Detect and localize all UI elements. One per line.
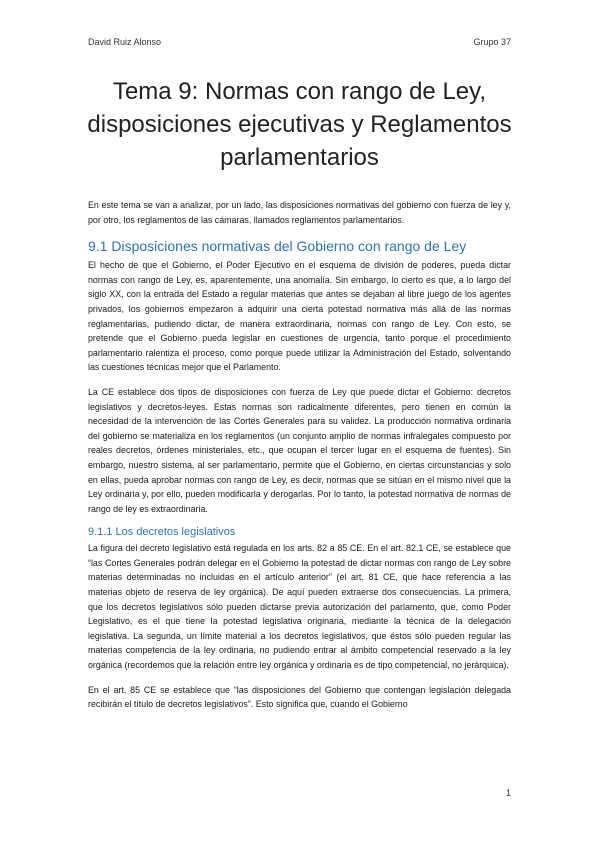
paragraph: El hecho de que el Gobierno, el Poder Ejecutivo en el esquema de división de poderes, pueda dictar normas con rango de Ley, es, aparentemente, una anomalía. Sin embargo, lo cierto es que, a lo largo del siglo XX, con la entrada del Estado a regular materias que antes se dejaban al libre juego de los agentes privados, los gobiernos empezaron a adquirir una cierta potestad normativa más allá de las normas reglamentarias, pudiendo dictar, de manera extraordinaria, normas con rango de Ley. Con esto, se pretende que el Gobierno pueda legislar en cuestiones de urgencia, tanto porque el procedimiento parlamentario ralentiza el proceso, como porque puede utilizar la Administración del Estado, solventando las cuestiones técnicas mejor que el Parlamento. — [88, 260, 511, 373]
document-title: Tema 9: Normas con rango de Ley, disposiciones ejecutivas y Reglamentos parlamentarios — [87, 78, 512, 171]
page-number: 1 — [505, 788, 511, 798]
author-name: David Ruiz Alonso — [88, 37, 162, 47]
paragraph: En el art. 85 CE se establece que “las disposiciones del Gobierno que contengan legislación delegada recibirán el título de decretos legislativos”. Esto significa que, cuando el Gobierno — [88, 684, 511, 710]
intro-paragraph: En este tema se van a analizar, por un lado, las disposiciones normativas del gobierno con fuerza de ley y, por otro, los reglamentos de las cámaras, llamados reglamentos parlamentarios. — [88, 200, 511, 225]
paragraph: La CE establece dos tipos de disposiciones con fuerza de Ley que puede dictar el Gobierno: decretos legislativos y decretos-leyes. Estas normas son radicalmente diferentes, pero tienen en común la necesidad de la intervención de las Cortes Generales para su validez. La producción normativa ordinaria del gobierno se materializa en los reglamentos (un conjunto amplio de normas infralegales compuesto por reales decretos, órdenes ministeriales, etc., que ocupan el tercer lugar en el esquema de fuentes). Sin embargo, nuestro sistema, al ser parlamentario, permite que el Gobierno, en ciertas circunstancias y solo en ellas, pueda aprobar normas con rango de Ley, es decir, normas que se sitúan en el mismo nivel que la Ley ordinaria y, por ello, pueden modificarla y derogarlas. Por lo tanto, la potestad normativa de normas de rango de ley es extraordinaria. — [88, 386, 511, 514]
section-heading-9-1: 9.1 Disposiciones normativas del Gobierno con rango de Ley — [88, 238, 467, 255]
group-label: Grupo 37 — [473, 37, 511, 47]
document-body — [88, 198, 511, 722]
section-heading-9-1-1: 9.1.1 Los decretos legislativos — [88, 526, 236, 539]
page-header — [88, 37, 511, 47]
paragraph: La figura del decreto legislativo está regulada en los arts. 82 a 85 CE. En el art. 82.1 CE, se establece que “las Cortes Generales podrán delegar en el Gobierno la potestad de dictar normas con rango de Ley sobre materias determinadas no incluidas en el artículo anterior” (el art. 81 CE, que hace referencia a las materias objeto de reserva de ley orgánica). De aquí pueden extraerse dos consecuencias. La primera, que los decretos legislativos sólo pueden dictarse previa autorización del parlamento, que, como Poder Legislativo, es el que tiene la potestad legislativa originaria, mediante la técnica de la delegación legislativa. La segunda, un límite material a los decretos legislativos, que éstos sólo pueden regular las materias competencia de la ley ordinaria, no pudiendo entrar al ámbito competencial reservado a la ley orgánica (recordemos que la relación entre ley orgánica y ordinaria es de tipo competencial, no jerárquica). — [88, 543, 511, 671]
